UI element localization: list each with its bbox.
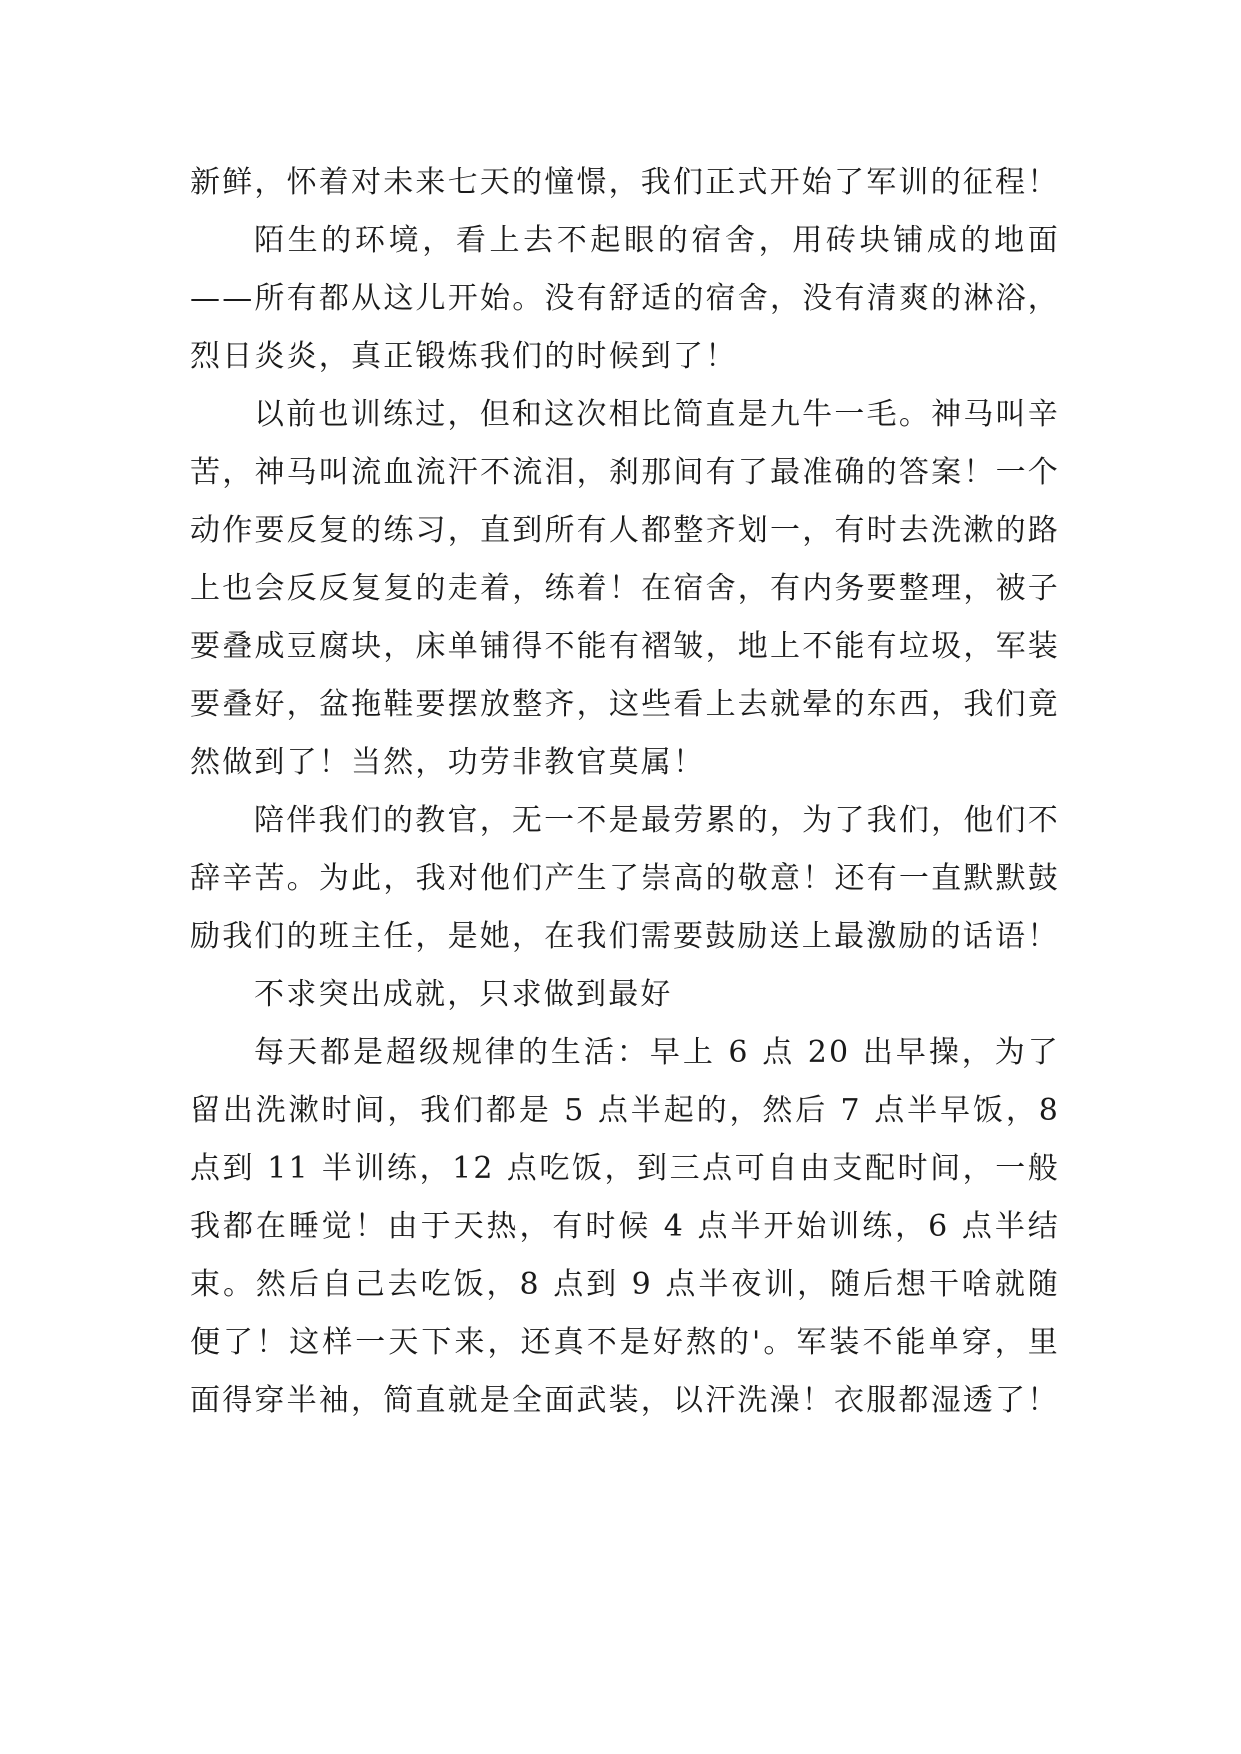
paragraph-3: 以前也训练过，但和这次相比简直是九牛一毛。神马叫辛苦，神马叫流血流汗不流泪，刹那间有了最准确的答案！一个动作要反复的练习，直到所有人都整齐划一，有时去洗漱的路上也会反反复复的走着，练着！在宿舍，有内务要整理，被子要叠成豆腐块，床单铺得不能有褶皱，地上不能有垃圾，军装要叠好，盆拖鞋要摆放整齐，这些看上去就晕的东西，我们竟然做到了！当然，功劳非教官莫属！ <box>190 397 1060 780</box>
section-heading: 不求突出成就，只求做到最好 <box>254 977 673 1012</box>
document-body <box>190 154 1060 1430</box>
paragraph-5: 每天都是超级规律的生活：早上 6 点 20 出早操，为了留出洗漱时间，我们都是 5 点半起的，然后 7 点半早饭，8 点到 11 半训练，12 点吃饭，到三点可自由支配时间，一般我都在睡觉！由于天热，有时候 4 点半开始训练，6 点半结束。然后自己去吃饭，8 点到 9 点半夜训，随后想干啥就随便了！这样一天下来，还真不是好熬的'。军装不能单穿，里面得穿半袖，简直就是全面武装，以汗洗澡！衣服都湿透了！ <box>190 1035 1060 1418</box>
paragraph-1: 新鲜，怀着对未来七天的憧憬，我们正式开始了军训的征程！ <box>190 165 1060 200</box>
paragraph-2: 陌生的环境，看上去不起眼的宿舍，用砖块铺成的地面——所有都从这儿开始。没有舒适的宿舍，没有清爽的淋浴，烈日炎炎，真正锻炼我们的时候到了！ <box>190 223 1060 374</box>
paragraph-4: 陪伴我们的教官，无一不是最劳累的，为了我们，他们不辞辛苦。为此，我对他们产生了崇高的敬意！还有一直默默鼓励我们的班主任，是她，在我们需要鼓励送上最激励的话语！ <box>190 803 1060 954</box>
